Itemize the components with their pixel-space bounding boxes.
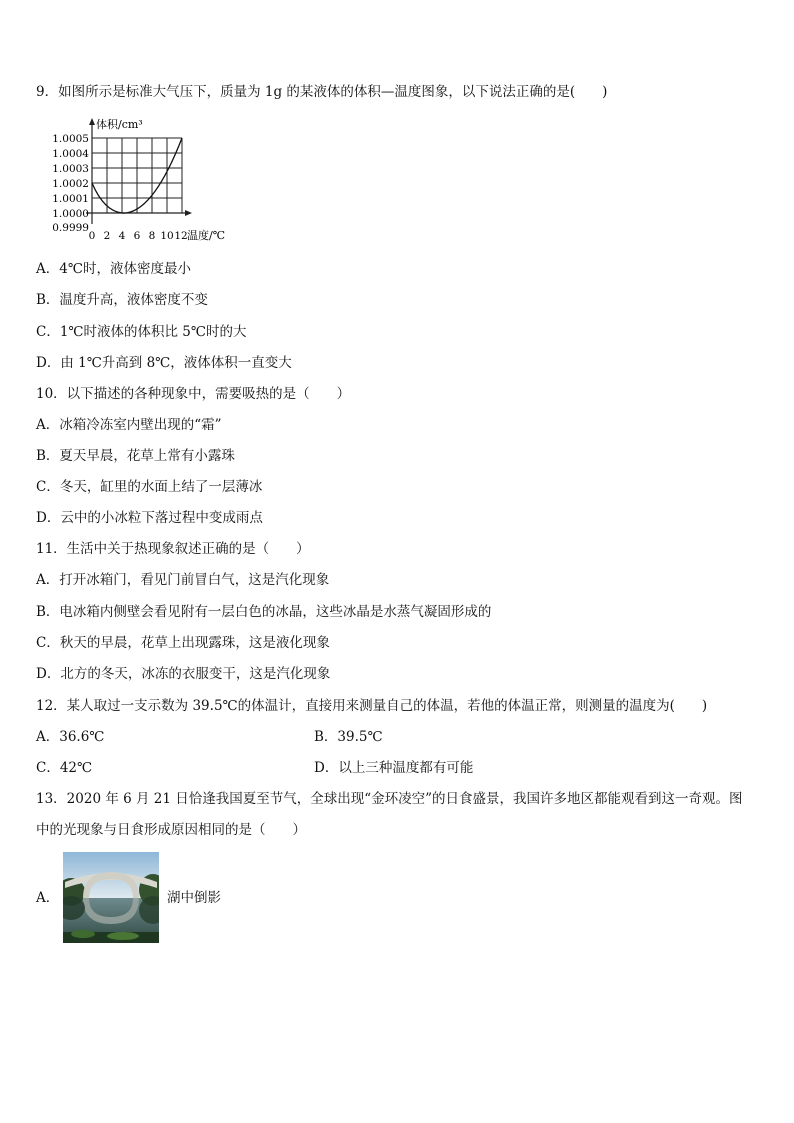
y-axis-arrow <box>89 118 95 125</box>
question-12-stem: 12．某人取过一支示数为 39.5℃的体温计，直接用来测量自己的体温，若他的体温正常，则测量的温度为( ) <box>36 698 708 714</box>
x-tick: 0 <box>88 230 96 242</box>
volume-temperature-graph <box>46 116 236 246</box>
question-9-stem: 9．如图所示是标准大气压下，质量为 1g 的某液体的体积—温度图象，以下说法正确的是( ) <box>36 84 608 100</box>
question-10-option-a: A．冰箱冷冻室内壁出现的“霜” <box>36 417 222 433</box>
question-13-stem-line-2: 中的光现象与日食形成原因相同的是（ ） <box>36 822 306 838</box>
question-11-stem: 11．生活中关于热现象叙述正确的是（ ） <box>36 541 310 557</box>
question-10-stem: 10．以下描述的各种现象中，需要吸热的是（ ） <box>36 386 351 402</box>
question-11-option-c: C．秋天的早晨，花草上出现露珠，这是液化现象 <box>36 635 330 651</box>
bridge-reflection-photo <box>63 852 159 943</box>
bridge-photo-svg <box>63 852 159 943</box>
question-12-option-c: C．42℃ <box>36 760 93 776</box>
x-tick: 12 <box>174 230 188 242</box>
question-12-option-d: D．以上三种温度都有可能 <box>314 760 474 776</box>
question-11-option-b: B．电冰箱内侧壁会看见附有一层白色的冰晶，这些冰晶是水蒸气凝固形成的 <box>36 604 492 620</box>
question-12-option-a: A．36.6℃ <box>36 729 105 745</box>
graph-grid <box>92 138 182 213</box>
x-axis-label: 温度/℃ <box>187 229 226 242</box>
y-tick: 0.9999 <box>52 222 89 234</box>
x-tick: 10 <box>160 230 174 242</box>
y-tick: 1.0000 <box>52 208 89 220</box>
y-tick: 1.0004 <box>52 148 89 160</box>
y-axis-label: 体积/cm³ <box>96 118 143 131</box>
y-tick: 1.0005 <box>52 133 89 145</box>
x-axis-arrow <box>185 210 192 216</box>
x-tick: 4 <box>118 230 126 242</box>
question-10-option-b: B．夏天早晨，花草上常有小露珠 <box>36 448 235 464</box>
question-9-option-a: A．4℃时，液体密度最小 <box>36 261 191 277</box>
question-12-option-b: B．39.5℃ <box>314 729 383 745</box>
y-tick: 1.0002 <box>52 178 89 190</box>
question-9-option-b: B．温度升高，液体密度不变 <box>36 292 208 308</box>
x-tick-labels <box>89 230 188 242</box>
question-11-option-d: D．北方的冬天，冰冻的衣服变干，这是汽化现象 <box>36 666 331 682</box>
question-10-option-c: C．冬天，缸里的水面上结了一层薄冰 <box>36 479 263 495</box>
x-tick: 2 <box>103 230 111 242</box>
graph-svg <box>46 116 236 246</box>
question-11-option-a: A．打开冰箱门，看见门前冒白气，这是汽化现象 <box>36 572 330 588</box>
y-tick-labels <box>52 133 89 234</box>
question-9-option-d: D．由 1℃升高到 8℃，液体体积一直变大 <box>36 355 292 371</box>
x-tick: 6 <box>133 230 141 242</box>
question-13-stem-line-1: 13．2020 年 6 月 21 日恰逢我国夏至节气，全球出现“金环凌空”的日食盛景，我国许多地区都能观看到这一奇观。图 <box>36 791 743 807</box>
y-tick: 1.0001 <box>52 193 89 205</box>
question-13-option-a-caption: 湖中倒影 <box>167 890 221 906</box>
y-tick: 1.0003 <box>52 163 89 175</box>
question-9-option-c: C．1℃时液体的体积比 5℃时的大 <box>36 324 247 340</box>
x-tick: 8 <box>148 230 156 242</box>
question-13-option-a-letter: A． <box>36 890 60 906</box>
question-10-option-d: D．云中的小冰粒下落过程中变成雨点 <box>36 510 263 526</box>
